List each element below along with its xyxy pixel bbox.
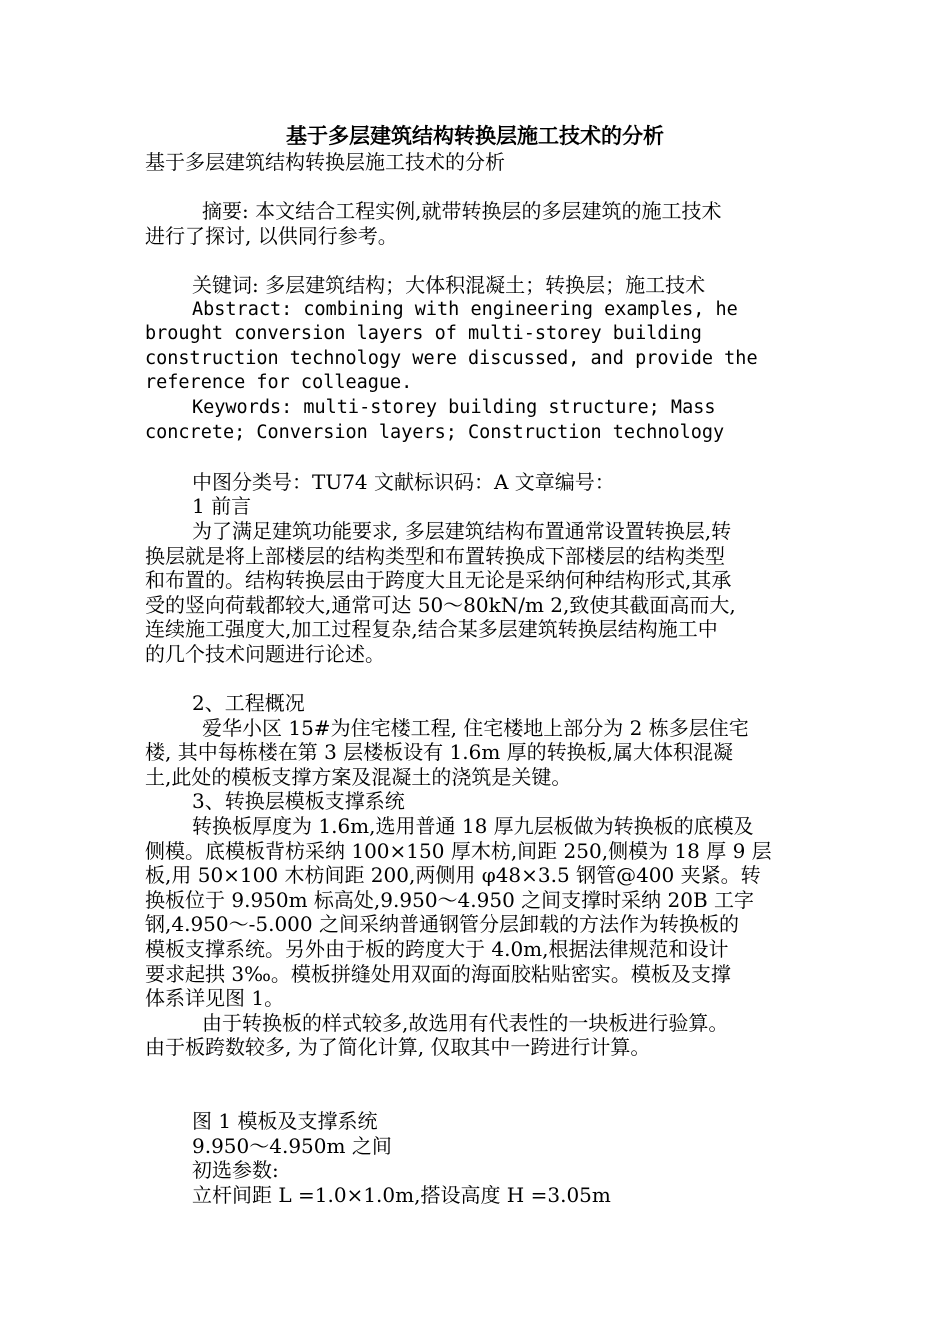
document-body — [145, 150, 810, 1208]
paragraph-line: 的几个技术问题进行论述。 — [145, 641, 385, 666]
abstract-en-line: brought conversion layers of multi-storey building — [145, 323, 702, 345]
abstract-en-line: reference for colleague. — [145, 372, 413, 394]
paragraph-line: 换层就是将上部楼层的结构类型和布置转换成下部楼层的结构类型 — [145, 543, 725, 568]
paragraph-line: 转换板厚度为 1.6m,选用普通 18 厚九层板做为转换板的底模及 — [192, 814, 754, 839]
subtitle: 基于多层建筑结构转换层施工技术的分析 — [145, 150, 505, 174]
paragraph-line: 体系详见图 1。 — [145, 986, 285, 1011]
paragraph-line: 板,用 50×100 木枋间距 200,两侧用 φ48×3.5 钢管@400 夹紧。转 — [145, 863, 761, 888]
paragraph-line: 模板支撑系统。另外由于板的跨度大于 4.0m,根据法律规范和设计 — [145, 937, 729, 961]
paragraph-line: 连续施工强度大,加工过程复杂,结合某多层建筑转换层结构施工中 — [145, 617, 718, 642]
paragraph-line: 换板位于 9.950m 标高处,9.950～4.950 之间支撑时采纳 20B 工字 — [145, 887, 755, 912]
section-heading: 1 前言 — [192, 494, 252, 519]
paragraph-line: 要求起拱 3‰。模板拼缝处用双面的海面胶粘贴密实。模板及支撑 — [145, 961, 731, 986]
section-heading: 2、工程概况 — [192, 691, 305, 716]
figure-range: 9.950～4.950m 之间 — [192, 1133, 392, 1158]
keywords-cn: 关键词: 多层建筑结构；大体积混凝土；转换层；施工技术 — [192, 272, 706, 297]
paragraph-line: 受的竖向荷载都较大,通常可达 50～80kN/m 2,致使其截面高而大, — [145, 592, 736, 617]
paragraph-line: 由于板跨数较多, 为了简化计算, 仅取其中一跨进行计算。 — [145, 1035, 651, 1060]
paragraph-line: 由于转换板的样式较多,故选用有代表性的一块板进行验算。 — [202, 1010, 729, 1035]
classification-line: 中图分类号：TU74 文献标识码：A 文章编号： — [192, 469, 615, 494]
figure-caption: 图 1 模板及支撑系统 — [192, 1109, 378, 1134]
paragraph-line: 侧模。底模板背枋采纳 100×150 厚木枋,间距 250,侧模为 18 厚 9 层 — [145, 838, 772, 863]
paragraph-line: 爱华小区 15#为住宅楼工程, 住宅楼地上部分为 2 栋多层住宅 — [202, 715, 749, 740]
keywords-en-line: concrete; Conversion layers; Construction technology — [145, 421, 725, 443]
paragraph-line: 和布置的。结构转换层由于跨度大且无论是采纳何种结构形式,其承 — [145, 568, 732, 593]
params-heading: 初选参数: — [192, 1158, 279, 1183]
keywords-en-line: Keywords: multi-storey building structure; Mass — [192, 396, 716, 418]
paragraph-line: 为了满足建筑功能要求, 多层建筑结构布置通常设置转换层,转 — [192, 518, 732, 543]
params-line: 立杆间距 L =1.0×1.0m,搭设高度 H =3.05m — [192, 1182, 611, 1207]
paragraph-line: 楼, 其中每栋楼在第 3 层楼板设有 1.6m 厚的转换板,属大体积混凝 — [145, 740, 733, 765]
section-heading: 3、转换层模板支撑系统 — [192, 789, 405, 814]
paragraph-line: 土,此处的模板支撑方案及混凝土的浇筑是关键。 — [145, 764, 572, 789]
paragraph-line: 钢,4.950～-5.000 之间采纳普通钢管分层卸载的方法作为转换板的 — [145, 912, 739, 937]
abstract-cn-line: 摘要: 本文结合工程实例,就带转换层的多层建筑的施工技术 — [202, 199, 722, 224]
abstract-en-line: Abstract: combining with engineering examples, he — [192, 298, 738, 320]
document-title: 基于多层建筑结构转换层施工技术的分析 — [286, 124, 664, 148]
abstract-cn-line: 进行了探讨, 以供同行参考。 — [145, 223, 398, 248]
abstract-en-line: construction technology were discussed, and provide the — [145, 347, 758, 369]
